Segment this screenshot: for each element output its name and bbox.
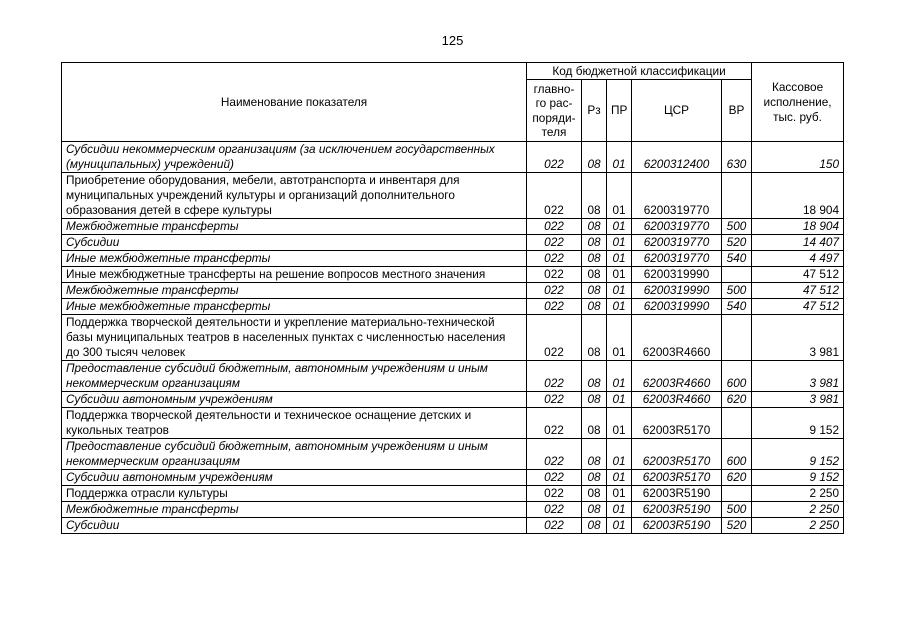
row-pr: 01 (607, 486, 632, 502)
row-rz: 08 (582, 142, 607, 173)
row-rz: 08 (582, 486, 607, 502)
row-vr (722, 173, 752, 219)
row-vr (722, 315, 752, 361)
row-rz: 08 (582, 219, 607, 235)
row-name: Субсидии некоммерческим организациям (за исключением государственных (муниципальных) учреждений) (62, 142, 527, 173)
row-pr: 01 (607, 315, 632, 361)
table-header (62, 63, 844, 142)
table-row (62, 470, 844, 486)
row-pr: 01 (607, 470, 632, 486)
row-rz: 08 (582, 439, 607, 470)
row-pr: 01 (607, 299, 632, 315)
table-row (62, 235, 844, 251)
row-amount: 4 497 (752, 251, 844, 267)
row-pr: 01 (607, 518, 632, 534)
row-csr: 62003R4660 (632, 315, 722, 361)
row-vr: 620 (722, 470, 752, 486)
row-grbs: 022 (527, 267, 582, 283)
row-csr: 6200319990 (632, 283, 722, 299)
header-amount: Кассовое исполнение, тыс. руб. (752, 63, 844, 142)
row-rz: 08 (582, 267, 607, 283)
row-vr: 540 (722, 299, 752, 315)
row-pr: 01 (607, 392, 632, 408)
row-name: Иные межбюджетные трансферты (62, 251, 527, 267)
row-name: Межбюджетные трансферты (62, 219, 527, 235)
row-csr: 62003R5190 (632, 486, 722, 502)
row-vr: 600 (722, 361, 752, 392)
table-row (62, 283, 844, 299)
header-pr: ПР (607, 80, 632, 142)
row-name: Поддержка творческой деятельности и укрепление материально-технической базы муниципальных театров в населенных пунктах с численностью населения до 300 тысяч человек (62, 315, 527, 361)
row-name: Иные межбюджетные трансферты (62, 299, 527, 315)
row-grbs: 022 (527, 361, 582, 392)
table-row (62, 361, 844, 392)
row-csr: 62003R5190 (632, 502, 722, 518)
row-rz: 08 (582, 408, 607, 439)
row-pr: 01 (607, 439, 632, 470)
table-row (62, 219, 844, 235)
header-vr: ВР (722, 80, 752, 142)
row-vr (722, 267, 752, 283)
row-vr: 600 (722, 439, 752, 470)
row-grbs: 022 (527, 251, 582, 267)
header-rz: Рз (582, 80, 607, 142)
row-grbs: 022 (527, 486, 582, 502)
row-pr: 01 (607, 361, 632, 392)
table-row (62, 299, 844, 315)
row-vr: 500 (722, 502, 752, 518)
header-grbs: главно-го рас-поряди-теля (527, 80, 582, 142)
row-rz: 08 (582, 502, 607, 518)
row-csr: 62003R5170 (632, 470, 722, 486)
row-vr: 630 (722, 142, 752, 173)
budget-table (61, 62, 844, 534)
table-body (62, 142, 844, 534)
row-name: Субсидии (62, 518, 527, 534)
table-row (62, 173, 844, 219)
row-vr: 520 (722, 235, 752, 251)
table-row (62, 392, 844, 408)
row-pr: 01 (607, 173, 632, 219)
row-rz: 08 (582, 299, 607, 315)
row-csr: 6200319770 (632, 235, 722, 251)
row-rz: 08 (582, 361, 607, 392)
row-grbs: 022 (527, 470, 582, 486)
row-vr: 540 (722, 251, 752, 267)
table-row (62, 267, 844, 283)
row-amount: 47 512 (752, 299, 844, 315)
row-pr: 01 (607, 502, 632, 518)
row-amount: 47 512 (752, 267, 844, 283)
row-csr: 6200319770 (632, 173, 722, 219)
row-rz: 08 (582, 315, 607, 361)
row-name: Поддержка отрасли культуры (62, 486, 527, 502)
header-csr: ЦСР (632, 80, 722, 142)
table-row (62, 142, 844, 173)
row-name: Субсидии автономным учреждениям (62, 392, 527, 408)
row-rz: 08 (582, 173, 607, 219)
row-name: Межбюджетные трансферты (62, 283, 527, 299)
row-grbs: 022 (527, 392, 582, 408)
row-amount: 3 981 (752, 361, 844, 392)
row-amount: 2 250 (752, 518, 844, 534)
row-rz: 08 (582, 392, 607, 408)
row-csr: 62003R5170 (632, 408, 722, 439)
row-grbs: 022 (527, 315, 582, 361)
row-amount: 18 904 (752, 219, 844, 235)
page-number: 125 (441, 33, 464, 48)
row-name: Субсидии автономным учреждениям (62, 470, 527, 486)
row-grbs: 022 (527, 235, 582, 251)
row-grbs: 022 (527, 219, 582, 235)
row-rz: 08 (582, 235, 607, 251)
row-name: Иные межбюджетные трансферты на решение вопросов местного значения (62, 267, 527, 283)
row-vr: 500 (722, 283, 752, 299)
row-amount: 3 981 (752, 392, 844, 408)
row-pr: 01 (607, 219, 632, 235)
row-amount: 150 (752, 142, 844, 173)
row-pr: 01 (607, 267, 632, 283)
row-amount: 47 512 (752, 283, 844, 299)
table-row (62, 251, 844, 267)
row-pr: 01 (607, 251, 632, 267)
row-pr: 01 (607, 408, 632, 439)
row-pr: 01 (607, 142, 632, 173)
row-rz: 08 (582, 470, 607, 486)
row-grbs: 022 (527, 299, 582, 315)
row-name: Межбюджетные трансферты (62, 502, 527, 518)
row-grbs: 022 (527, 518, 582, 534)
row-grbs: 022 (527, 173, 582, 219)
header-name: Наименование показателя (62, 63, 527, 142)
row-amount: 2 250 (752, 486, 844, 502)
row-vr: 500 (722, 219, 752, 235)
row-amount: 18 904 (752, 173, 844, 219)
row-amount: 14 407 (752, 235, 844, 251)
row-csr: 6200319770 (632, 251, 722, 267)
table-row (62, 502, 844, 518)
row-name: Субсидии (62, 235, 527, 251)
row-amount: 9 152 (752, 439, 844, 470)
row-amount: 3 981 (752, 315, 844, 361)
row-amount: 9 152 (752, 408, 844, 439)
row-name: Предоставление субсидий бюджетным, автономным учреждениям и иным некоммерческим организациям (62, 439, 527, 470)
row-csr: 62003R4660 (632, 392, 722, 408)
row-rz: 08 (582, 283, 607, 299)
header-code-group: Код бюджетной классификации (527, 63, 752, 80)
row-pr: 01 (607, 235, 632, 251)
row-pr: 01 (607, 283, 632, 299)
row-vr (722, 486, 752, 502)
table-row (62, 315, 844, 361)
table-row (62, 486, 844, 502)
row-amount: 9 152 (752, 470, 844, 486)
row-amount: 2 250 (752, 502, 844, 518)
row-csr: 62003R5190 (632, 518, 722, 534)
row-vr: 520 (722, 518, 752, 534)
row-grbs: 022 (527, 283, 582, 299)
row-rz: 08 (582, 251, 607, 267)
row-rz: 08 (582, 518, 607, 534)
row-grbs: 022 (527, 502, 582, 518)
row-vr (722, 408, 752, 439)
row-csr: 62003R5170 (632, 439, 722, 470)
row-grbs: 022 (527, 142, 582, 173)
row-csr: 6200312400 (632, 142, 722, 173)
row-csr: 6200319990 (632, 267, 722, 283)
table-row (62, 518, 844, 534)
row-csr: 6200319770 (632, 219, 722, 235)
table-row (62, 408, 844, 439)
row-grbs: 022 (527, 439, 582, 470)
table-row (62, 439, 844, 470)
row-csr: 62003R4660 (632, 361, 722, 392)
row-csr: 6200319990 (632, 299, 722, 315)
row-vr: 620 (722, 392, 752, 408)
row-grbs: 022 (527, 408, 582, 439)
row-name: Поддержка творческой деятельности и техническое оснащение детских и кукольных театров (62, 408, 527, 439)
row-name: Предоставление субсидий бюджетным, автономным учреждениям и иным некоммерческим организациям (62, 361, 527, 392)
row-name: Приобретение оборудования, мебели, автотранспорта и инвентаря для муниципальных учреждений культуры и организаций дополнительного образования детей в сфере культуры (62, 173, 527, 219)
